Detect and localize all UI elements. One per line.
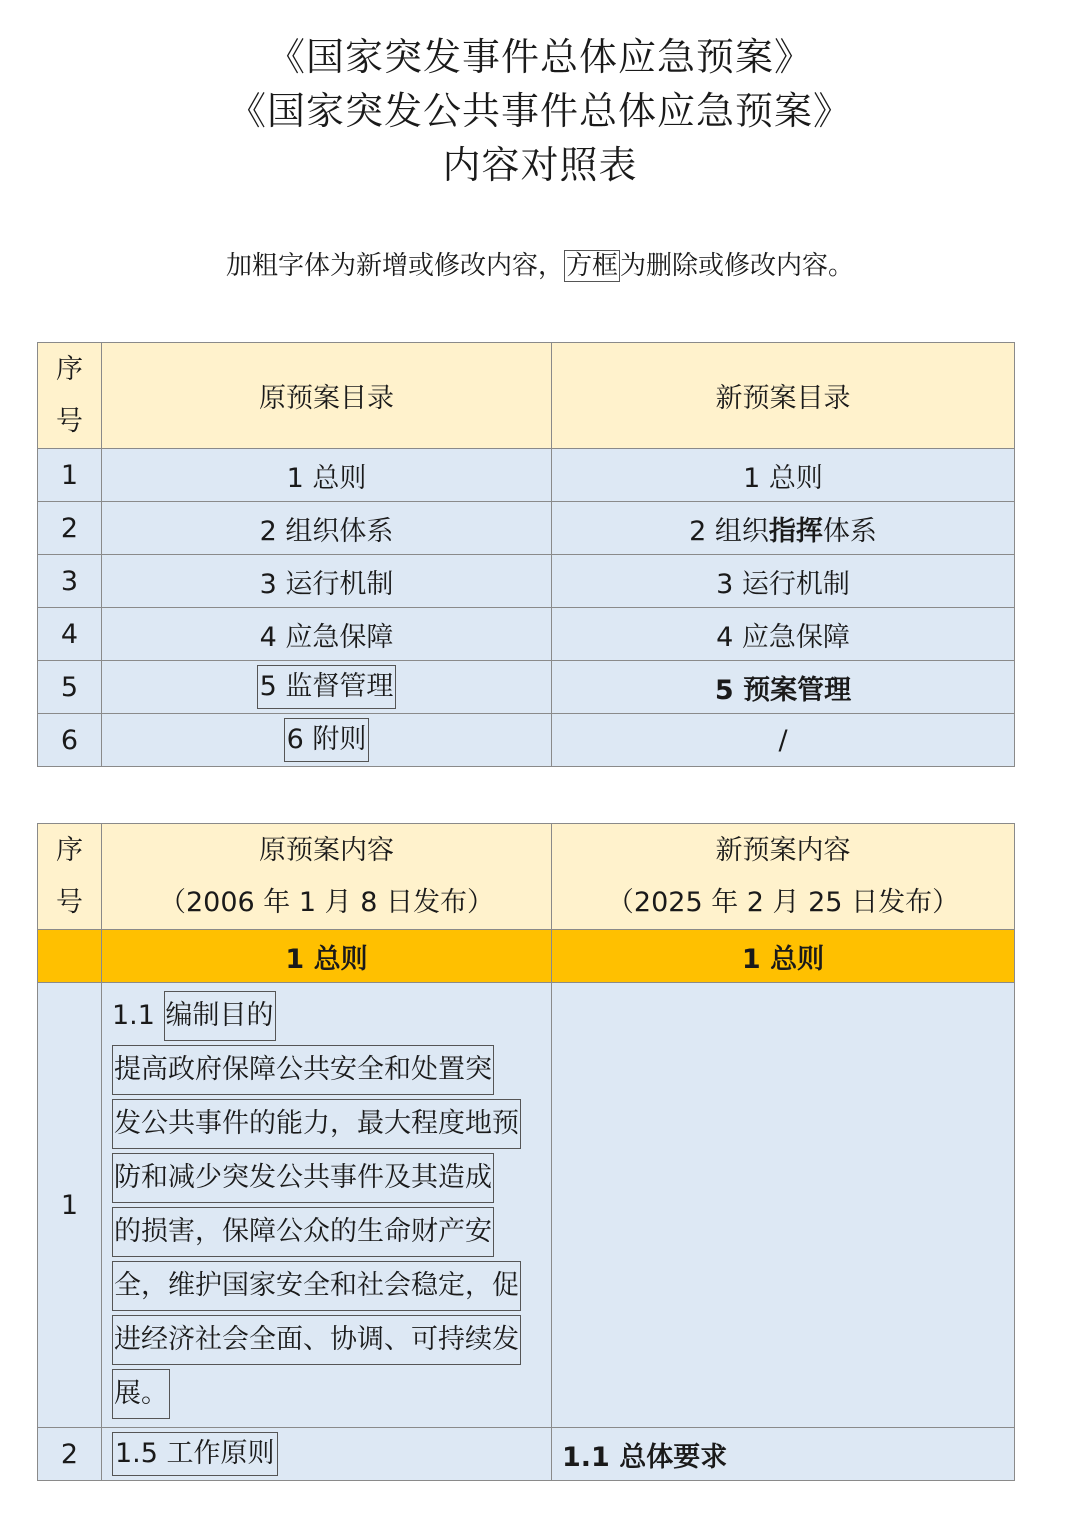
toc-old-cell [102,661,552,714]
toc-new-cell [552,661,1015,714]
table-row [38,608,1015,661]
added-text: 5 预案管理 [714,674,852,706]
clause-number: 1.1 [112,1000,164,1031]
toc-old-cell: 3 运行机制 [102,555,552,608]
table-row [38,661,1015,714]
toc-old-cell: 1 总则 [102,449,552,502]
toc-seq-header: 序 号 [38,343,102,449]
section-old-cell: 1 总则 [102,930,552,983]
deleted-text-box: 编制目的 [164,991,276,1041]
deleted-text-box: 提高政府保障公共安全和处置突 [112,1045,494,1095]
deleted-text-box: 展。 [112,1369,170,1419]
toc-seq-cell: 2 [38,502,102,555]
deleted-text-box: 1.5 工作原则 [112,1432,278,1476]
legend-box-word: 方框 [565,251,618,281]
deleted-text-box: 5 监督管理 [257,665,397,709]
deleted-text-box: 防和减少突发公共事件及其造成 [112,1153,494,1203]
table-row [38,1428,1015,1481]
toc-old-header: 原预案目录 [102,343,552,449]
legend-box-note: 为删除或修改内容。 [620,251,855,281]
content-old-cell [102,983,552,1428]
content-new-cell [552,983,1015,1428]
toc-new-cell: 4 应急保障 [552,608,1015,661]
toc-new-cell: 2 组织指挥体系 [552,502,1015,555]
deleted-text-box: 全，维护国家安全和社会稳定，促 [112,1261,521,1311]
content-old-header: 原预案内容 （2006 年 1 月 8 日发布） [102,824,552,930]
deleted-text-box: 6 附则 [284,718,370,762]
content-old-cell [102,1428,552,1481]
toc-seq-cell: 5 [38,661,102,714]
document-title-line-3: 内容对照表 [442,143,638,187]
table-row [38,714,1015,767]
legend-bold-note: 加粗字体为新增或修改内容， [225,251,564,281]
toc-comparison-table [37,342,1015,767]
content-header-row [38,824,1015,930]
content-seq-header: 序 号 [38,824,102,930]
toc-old-cell: 2 组织体系 [102,502,552,555]
toc-new-cell: 3 运行机制 [552,555,1015,608]
section-row [38,930,1015,983]
deleted-text-box: 发公共事件的能力，最大程度地预 [112,1099,521,1149]
deleted-text-box: 进经济社会全面、协调、可持续发 [112,1315,521,1365]
content-seq-cell: 1 [38,983,102,1428]
toc-new-cell: / [552,714,1015,767]
toc-seq-cell: 6 [38,714,102,767]
toc-old-cell [102,714,552,767]
toc-new-header: 新预案目录 [552,343,1015,449]
table-row [38,555,1015,608]
content-seq-cell: 2 [38,1428,102,1481]
section-seq-cell [38,930,102,983]
deleted-text-box: 的损害，保障公众的生命财产安 [112,1207,494,1257]
content-new-header: 新预案内容 （2025 年 2 月 25 日发布） [552,824,1015,930]
document-title-line-2: 《国家突发公共事件总体应急预案》 [227,89,852,133]
toc-seq-cell: 1 [38,449,102,502]
toc-old-cell: 4 应急保障 [102,608,552,661]
toc-seq-cell: 3 [38,555,102,608]
document-title-line-1: 《国家突发事件总体应急预案》 [266,35,813,79]
section-new-cell: 1 总则 [552,930,1015,983]
content-comparison-table [37,823,1015,1481]
toc-new-cell: 1 总则 [552,449,1015,502]
legend-note [0,240,1080,292]
content-new-cell: 1.1 总体要求 [552,1428,1015,1481]
toc-header-row [38,343,1015,449]
toc-seq-cell: 4 [38,608,102,661]
added-text: 指挥 [768,515,823,547]
title-block [0,30,1080,192]
table-row [38,502,1015,555]
table-row [38,983,1015,1428]
table-row [38,449,1015,502]
